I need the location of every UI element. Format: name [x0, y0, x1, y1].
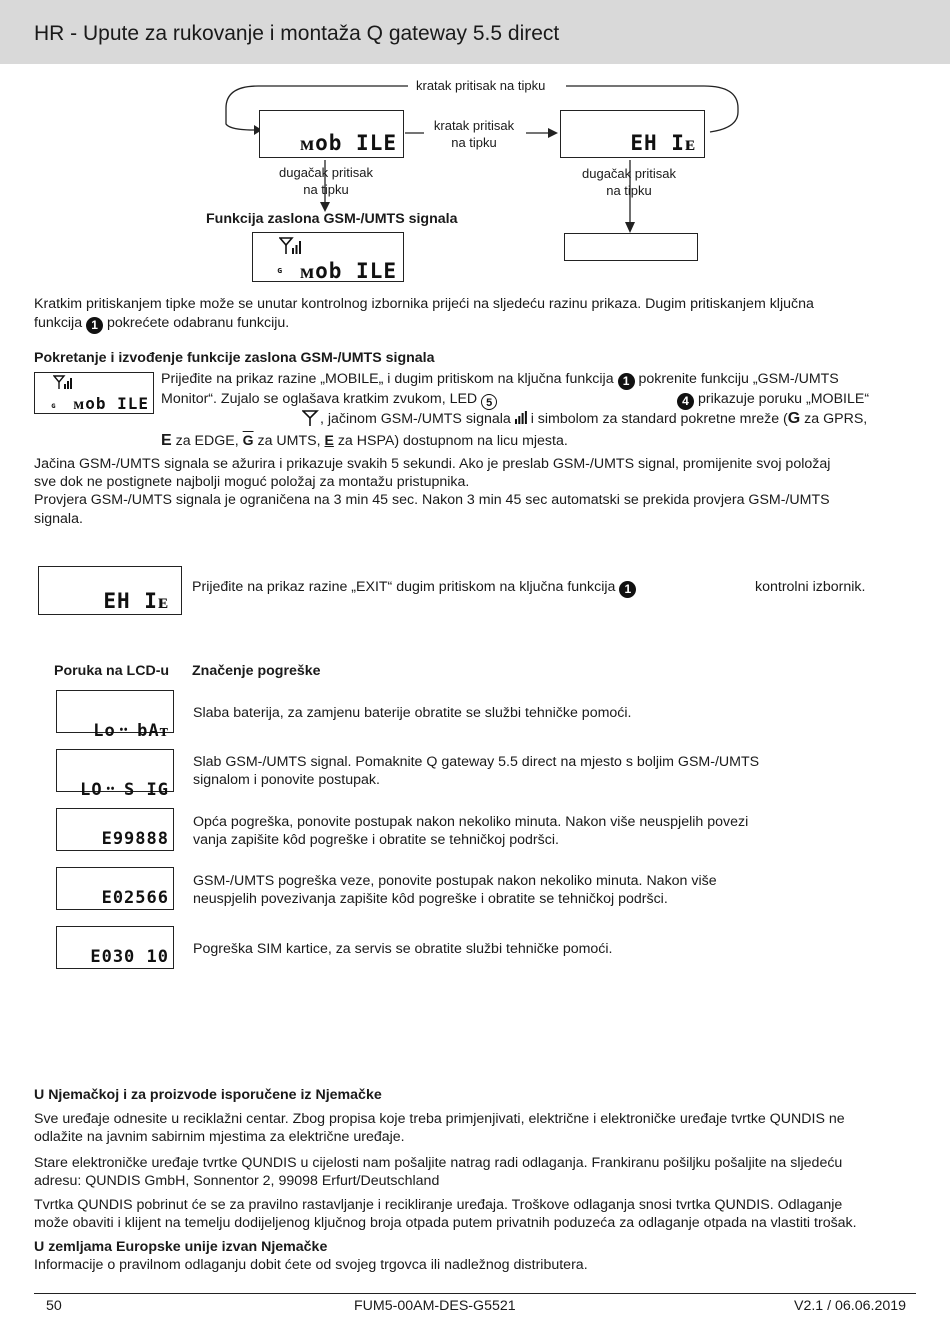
gsm-line-2a: [161, 390, 497, 410]
key-number-badge: 1: [86, 317, 103, 334]
lcd-text: E030 10: [90, 947, 169, 967]
error-meaning-line-1: Pogreška SIM kartice, za servis se obratite službi tehničke pomoći.: [193, 941, 613, 957]
page-title: HR - Upute za rukovanje i montaža Q gateway 5.5 direct: [34, 22, 560, 45]
disposal-p3-line-1: Tvrtka QUNDIS pobrinut će se za pravilno rastavljanje i recikliranje uređaja. Troškove odlaganja snosi tvrtka QUNDIS. Odlaganje: [34, 1197, 843, 1213]
lcd-mobile: [259, 110, 404, 158]
left-down-label-2: na tipku: [303, 182, 349, 197]
display-number-badge: 4: [677, 393, 694, 410]
left-down-label-1: dugačak pritisak: [279, 165, 373, 180]
antenna-icon: [302, 410, 320, 426]
key-number-badge: 1: [618, 373, 635, 390]
lcd-text: EH Iᴇ: [103, 589, 169, 613]
footer-page-number: 50: [46, 1298, 62, 1314]
text: za UMTS,: [257, 433, 321, 449]
exit-text-2: kontrolni izbornik.: [755, 579, 866, 595]
antenna-icon: [279, 237, 305, 255]
lcd-text: EH Iᴇ: [630, 131, 696, 155]
lcd-error-row: [56, 690, 174, 741]
error-meaning-line-2: signalom i ponovite postupak.: [193, 772, 380, 788]
lcd-text: ᴍob ILE: [73, 394, 149, 413]
error-meaning-line-2: vanja zapišite kôd pogreške i obratite se tehničkoj podršci.: [193, 832, 559, 848]
lcd-text: LO᠃ S IG: [80, 780, 169, 800]
error-meaning-line-1: Slaba baterija, za zamjenu baterije obratite se službi tehničke pomoći.: [193, 705, 632, 721]
text: Prijeđite na prikaz razine „MOBILE„ i dugim pritiskom na ključna funkcija: [161, 371, 614, 387]
text: Monitor“. Zujalo se oglašava kratkim zvukom, LED: [161, 391, 478, 407]
disposal-p2-line-1: Stare elektroničke uređaje tvrtke QUNDIS u cijelosti nam pošaljite natrag radi odlaganja. Frankiranu pošiljku pošaljite na sljedeću: [34, 1155, 843, 1171]
lcd-error-row: [56, 749, 174, 800]
lcd-text: Lo᠃ bAᴛ: [93, 721, 169, 741]
lcd-error-row: [56, 808, 174, 851]
mid-arrow-label-1: kratak pritisak: [433, 118, 515, 133]
error-meaning-line-1: GSM-/UMTS pogreška veze, ponovite postupak nakon nekoliko minuta. Nakon više: [193, 873, 717, 889]
text: Prijeđite na prikaz razine „EXIT“ dugim pritiskom na ključna funkcija: [192, 579, 616, 595]
gsm-paragraph-1-line-1: Jačina GSM-/UMTS signala se ažurira i prikazuje svakih 5 sekundi. Ako je preslab GSM-/UMTS signal, promijenite svoj položaj: [34, 456, 831, 472]
umts-symbol: $\overline{G}$: [242, 432, 254, 448]
text: , jačinom GSM-/UMTS signala: [320, 411, 511, 427]
network-symbol: ɢ: [277, 266, 284, 276]
lcd-exit-small: [38, 566, 182, 615]
gsm-line-4: [161, 431, 568, 450]
intro-line-2: [34, 314, 289, 334]
disposal-p1-line-1: Sve uređaje odnesite u reciklažni centar. Zbog propisa koje treba primjenjivati, električne i elektroničke uređaje tvrtke QUNDIS ne: [34, 1111, 845, 1127]
lcd-error-row: [56, 867, 174, 910]
text: pokrenite funkciju „GSM-/UMTS: [638, 371, 839, 387]
lcd-gsm-monitor: [252, 232, 404, 282]
footer-doc-code: FUM5-00AM-DES-G5521: [354, 1298, 516, 1314]
network-symbol: ɢ: [51, 401, 57, 410]
gsm-paragraph-1-line-2: sve dok ne postignete najbolji moguć položaj za montažu pristupnika.: [34, 474, 470, 490]
disposal-p1-line-2: odlažite na javnim sabirnim mjestima za električne uređaje.: [34, 1129, 405, 1145]
mid-arrow-label-2: na tipku: [451, 135, 497, 150]
text: prikazuje poruku „MOBILE“: [697, 391, 870, 407]
text: za HSPA) dostupnom na licu mjesta.: [337, 433, 568, 449]
gsm-line-3: [302, 410, 867, 428]
error-meaning-line-1: Opća pogreška, ponovite postupak nakon nekoliko minuta. Nakon više neuspjelih povezi: [193, 814, 749, 830]
antenna-icon: [53, 375, 75, 390]
disposal-p4: Informacije o pravilnom odlaganju dobit ćete od svojeg trgovca ili nadležnog distributera.: [34, 1257, 588, 1273]
text: i simbolom za standard pokretne mreže (: [530, 411, 788, 427]
gsm-line-1: [161, 370, 839, 390]
function-title: Funkcija zaslona GSM-/UMTS signala: [206, 211, 458, 227]
intro-text: pokrećete odabranu funkciju.: [107, 315, 290, 331]
error-meaning-line-1: Slab GSM-/UMTS signal. Pomaknite Q gateway 5.5 direct na mjesto s boljim GSM-/UMTS: [193, 754, 760, 770]
lcd-error-row: [56, 926, 174, 969]
gsm-line-2b: [677, 390, 869, 410]
hspa-symbol: E: [324, 432, 334, 448]
footer-divider: [34, 1293, 916, 1294]
error-meaning-line-2: neuspjelih povezivanja zapišite kôd pogreške i obratite se tehničkoj podršci.: [193, 891, 668, 907]
disposal-p2-line-2: adresu: QUNDIS GmbH, Sonnentor 2, 99098 Erfurt/Deutschland: [34, 1173, 440, 1189]
lcd-text: ᴍob ILE: [299, 259, 397, 283]
led-number-badge: 5: [481, 394, 497, 410]
gsm-section-title: Pokretanje i izvođenje funkcije zaslona GSM-/UMTS signala: [34, 350, 435, 366]
lcd-exit: [560, 110, 705, 158]
gsm-paragraph-2-line-1: Provjera GSM-/UMTS signala je ograničena na 3 min 45 sec. Nakon 3 min 45 sec automatski se prekida provjera GSM-/UMTS: [34, 492, 830, 508]
lcd-blank: [564, 233, 698, 261]
error-col-lcd-header: Poruka na LCD-u: [54, 663, 170, 679]
edge-symbol: E: [161, 432, 172, 449]
gsm-paragraph-2-line-2: signala.: [34, 511, 83, 527]
text: za GPRS,: [804, 411, 868, 427]
footer-version: V2.1 / 06.06.2019: [794, 1298, 907, 1314]
right-down-label-2: na tipku: [606, 183, 652, 198]
disposal-title-germany: U Njemačkoj i za proizvode isporučene iz Njemačke: [34, 1087, 382, 1103]
intro-text: funkcija: [34, 315, 83, 331]
arrow-right-icon: [548, 128, 558, 138]
right-down-label-1: dugačak pritisak: [582, 166, 676, 181]
disposal-p3-line-2: može obaviti i klijent na temelju dodijeljenog ključnog broja otpada putem privatnih poduzeća za odlaganje otpada na vlastiti trošak.: [34, 1215, 857, 1231]
lcd-text: E99888: [101, 829, 169, 849]
top-arrow-label: kratak pritisak na tipku: [410, 78, 551, 94]
gprs-symbol: G: [787, 410, 801, 427]
lcd-text: E02566: [101, 888, 169, 908]
arrow-down-icon: [625, 222, 635, 233]
exit-text-1: [192, 578, 636, 598]
signal-bars-icon: [515, 411, 527, 424]
error-col-meaning-header: Značenje pogreške: [192, 663, 321, 679]
lcd-text: ᴍob ILE: [299, 131, 397, 155]
disposal-title-eu: U zemljama Europske unije izvan Njemačke: [34, 1239, 328, 1255]
lcd-gsm-small: [34, 372, 154, 414]
intro-line-1: Kratkim pritiskanjem tipke može se unutar kontrolnog izbornika prijeći na sljedeću razinu prikaza. Dugim pritiskanjem ključna: [34, 296, 814, 312]
key-number-badge: 1: [619, 581, 636, 598]
text: za EDGE,: [175, 433, 239, 449]
